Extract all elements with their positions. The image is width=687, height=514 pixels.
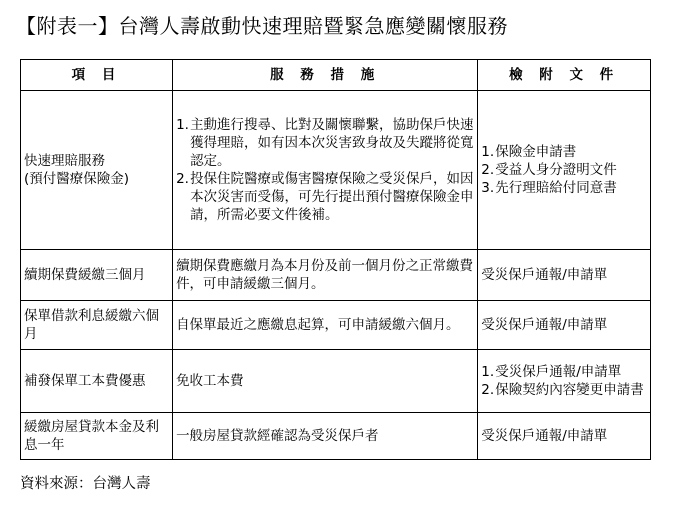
item-label: 快速理賠服務 [24,153,105,169]
document-cell [478,350,651,413]
item-cell [21,91,173,250]
list-item: 2. 保險契約內容變更申請書 [481,382,644,398]
table-row [21,91,651,250]
item-cell: 保單借款利息緩繳六個月 [21,301,173,350]
list-item: 1. 主動進行搜尋、比對及關懷聯繫，協助保戶快速獲得理賠，如有因本次災害致身故及失蹤將從寬認定。 [176,117,474,169]
page-title: 【附表一】台灣人壽啟動快速理賠暨緊急應變關懷服務 [16,14,508,38]
header-measures: 服 務 措 施 [173,60,478,91]
header-item: 項 目 [21,60,173,91]
list-item: 2. 受益人身分證明文件 [481,162,617,178]
document-cell: 受災保戶通報/申請單 [478,250,651,301]
measure-list [176,116,474,224]
source-note: 資料來源：台灣人壽 [20,476,151,492]
item-cell: 補發保單工本費優惠 [21,350,173,413]
table-row [21,301,651,350]
item-sublabel: (預付醫療保險金) [24,171,130,187]
measure-cell: 續期保費應繳月為本月份及前一個月份之正常繳費件，可申請緩繳三個月。 [173,250,478,301]
document-cell: 受災保戶通報/申請單 [478,413,651,460]
services-table [20,59,651,460]
document-list [481,363,647,399]
list-item: 1. 受災保戶通報/申請單 [481,364,622,380]
list-item: 3. 先行理賠給付同意書 [481,180,617,196]
table-row [21,350,651,413]
table-header-row [21,60,651,91]
list-item: 1. 保險金申請書 [481,144,577,160]
document-list [481,143,647,197]
table-row [21,413,651,460]
header-documents: 檢 附 文 件 [478,60,651,91]
item-cell: 緩繳房屋貸款本金及利息一年 [21,413,173,460]
measure-cell [173,91,478,250]
document-cell: 受災保戶通報/申請單 [478,301,651,350]
item-cell: 續期保費緩繳三個月 [21,250,173,301]
list-item: 2. 投保住院醫療或傷害醫療保險之受災保戶，如因本次災害而受傷，可先行提出預付醫療保險金申請，所需必要文件後補。 [176,171,474,223]
document-cell [478,91,651,250]
measure-cell: 免收工本費 [173,350,478,413]
measure-cell: 自保單最近之應繳息起算，可申請緩繳六個月。 [173,301,478,350]
table-row [21,250,651,301]
measure-cell: 一般房屋貸款經確認為受災保戶者 [173,413,478,460]
